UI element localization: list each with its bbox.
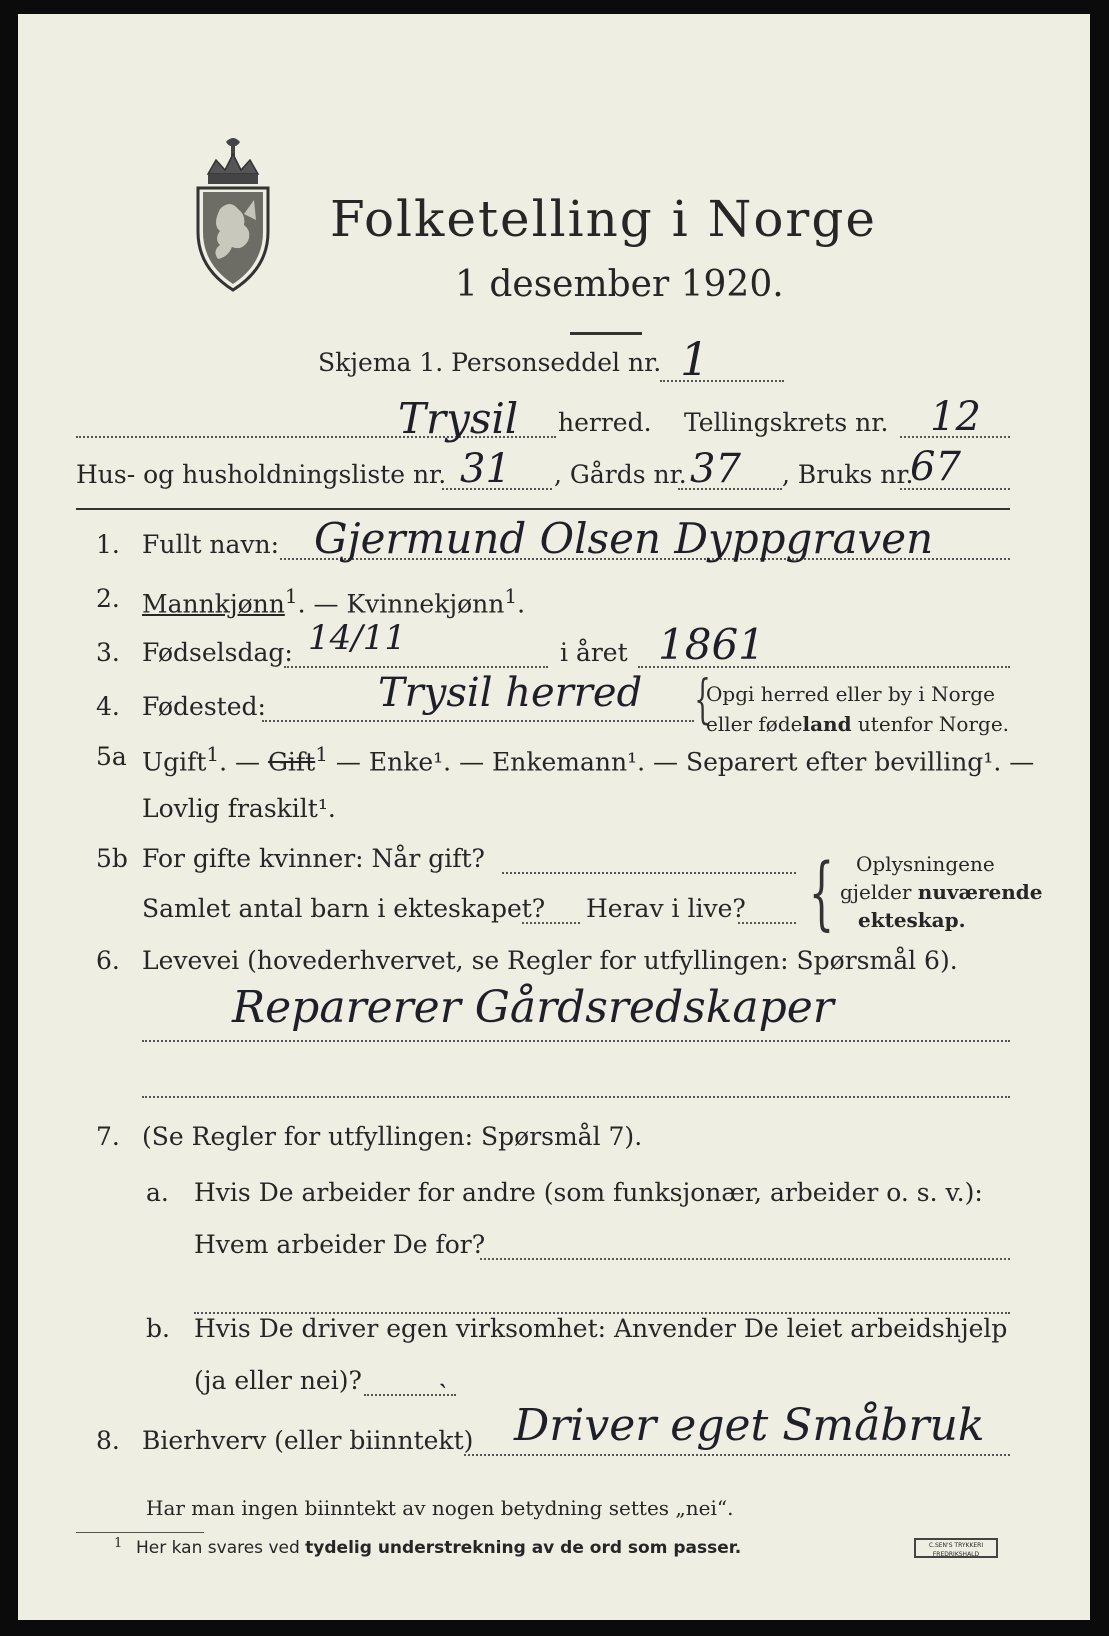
- male-option[interactable]: Mannkjønn: [142, 589, 285, 619]
- q5b-note2: [840, 880, 1043, 904]
- employer-line-1: [480, 1258, 1010, 1260]
- hired-help-line: [364, 1394, 456, 1396]
- q5a-options: Ugift$^1$. — Gift$^1$ — Enke¹. — Enkemann¹. — Separert efter bevilling¹. —: [142, 742, 1035, 777]
- footnote-text: [136, 1538, 741, 1558]
- husholdningsliste-value[interactable]: 31: [460, 446, 511, 492]
- ugift-footnote-mark: 1: [206, 742, 220, 766]
- q7-label: (Se Regler for utfyllingen: Spørsmål 7).: [142, 1122, 643, 1151]
- q3-label: Fødselsdag:: [142, 638, 293, 667]
- birthplace-value[interactable]: Trysil herred: [378, 670, 643, 716]
- side-income-value[interactable]: Driver eget Småbruk: [514, 1400, 985, 1451]
- q4-note-part-b: land: [802, 712, 852, 736]
- q4-number: 4.: [96, 692, 120, 721]
- tellingskrets-label: Tellingskrets nr.: [684, 408, 889, 437]
- birth-year-label: i året: [560, 638, 628, 667]
- birth-year-value[interactable]: 1861: [658, 620, 765, 669]
- tellingskrets-value[interactable]: 12: [930, 394, 981, 440]
- q5b-note2-part-a: gjelder: [840, 880, 918, 904]
- q5a-rest: — Enke¹. — Enkemann¹. — Separert efter bevilling¹. —: [335, 747, 1035, 777]
- q7-number: 7.: [96, 1122, 120, 1151]
- q5b-note1: Oplysningene: [856, 852, 995, 876]
- occupation-value[interactable]: Reparerer Gårdsredskaper: [232, 982, 834, 1033]
- q3-line: [284, 666, 548, 668]
- skjema-label: Skjema 1. Personseddel nr.: [318, 348, 662, 377]
- personseddel-line: [660, 380, 784, 382]
- q5b-number: 5b: [96, 844, 128, 873]
- gift-footnote-mark: 1: [315, 742, 328, 766]
- q4-brace: {: [694, 670, 711, 730]
- census-form-sheet: [18, 14, 1090, 1620]
- occupation-line-1: [142, 1040, 1010, 1042]
- female-option[interactable]: Kvinnekjønn: [346, 589, 505, 619]
- form-date: 1 desember 1920.: [455, 264, 784, 305]
- q1-label: Fullt navn:: [142, 530, 280, 559]
- q8-number: 8.: [96, 1426, 120, 1455]
- herred-value[interactable]: Trysil: [398, 394, 519, 443]
- q7b-label2: (ja eller nei)?: [194, 1366, 362, 1395]
- q5b-label-alive: Herav i live?: [586, 894, 746, 923]
- husholdningsliste-label: Hus- og husholdningsliste nr.: [76, 460, 447, 489]
- title-divider: [570, 332, 642, 335]
- q7b-label: Hvis De driver egen virksomhet: Anvender De leiet arbeidshjelp: [194, 1314, 1008, 1343]
- q8-label: Bierhverv (eller biinntekt): [142, 1426, 474, 1455]
- q4-note-line1: Opgi herred eller by i Norge: [706, 682, 995, 706]
- q7a-letter: a.: [146, 1178, 169, 1207]
- q4-label: Fødested:: [142, 692, 266, 721]
- occupation-line-2: [142, 1096, 1010, 1098]
- birth-date-value[interactable]: 14/11: [308, 618, 406, 658]
- header-divider: [76, 508, 1010, 510]
- q4-line: [262, 720, 694, 722]
- q4-note-line2: [706, 712, 1009, 736]
- q5b-label-married: For gifte kvinner: Når gift?: [142, 844, 485, 873]
- children-line: [522, 922, 580, 924]
- bruks-label: , Bruks nr.: [782, 460, 914, 489]
- q2-end: .: [517, 589, 526, 619]
- q6-label: Levevei (hovederhvervet, se Regler for utfyllingen: Spørsmål 6).: [142, 946, 958, 975]
- q5b-label-children: Samlet antal barn i ekteskapet?: [142, 894, 546, 923]
- q8-note: Har man ingen biinntekt av nogen betydning settes „nei“.: [146, 1496, 734, 1520]
- side-income-line: [464, 1454, 1010, 1456]
- alive-line: [738, 922, 796, 924]
- q5a-number: 5a: [96, 742, 127, 771]
- form-title: Folketelling i Norge: [330, 190, 877, 248]
- gards-value[interactable]: 37: [690, 446, 741, 492]
- q4-note-part-a: eller føde: [706, 712, 803, 736]
- q2-footnote-mark-1: 1: [284, 584, 298, 608]
- q2-gender: [142, 584, 525, 618]
- footnote-text-a: Her kan svares ved: [136, 1538, 306, 1558]
- printer-stamp: C.SEN'S TRYKKERI FREDRIKSHALD: [914, 1538, 998, 1558]
- q5b-note3: ekteskap.: [858, 908, 966, 932]
- q1-number: 1.: [96, 530, 120, 559]
- ugift-option[interactable]: Ugift: [142, 747, 207, 777]
- q7b-letter: b.: [146, 1314, 170, 1343]
- q4-note-part-c: utenfor Norge.: [851, 712, 1010, 736]
- full-name-value[interactable]: Gjermund Olsen Dyppgraven: [314, 514, 934, 563]
- q2-number: 2.: [96, 584, 120, 613]
- q7a-label2: Hvem arbeider De for?: [194, 1230, 486, 1259]
- personseddel-value[interactable]: 1: [680, 332, 710, 386]
- q5b-brace: {: [808, 846, 835, 939]
- q6-number: 6.: [96, 946, 120, 975]
- q2-footnote-mark-2: 1: [504, 584, 518, 608]
- gards-label: , Gårds nr.: [554, 460, 687, 489]
- norwegian-coat-of-arms-icon: [190, 134, 276, 296]
- hired-help-mark: ˎ: [438, 1356, 448, 1389]
- footnote-text-b: tydelig understrekning av de ord som passer.: [305, 1538, 742, 1558]
- when-married-line: [502, 872, 796, 874]
- bruks-value[interactable]: 67: [910, 444, 961, 490]
- footnote-divider: [76, 1532, 204, 1533]
- q7a-label: Hvis De arbeider for andre (som funksjonær, arbeider o. s. v.):: [194, 1178, 983, 1207]
- herred-label: herred.: [558, 408, 652, 437]
- footnote-mark: 1: [114, 1536, 123, 1551]
- q5a-line2: Lovlig fraskilt¹.: [142, 794, 336, 823]
- gift-option[interactable]: Gift: [267, 747, 316, 777]
- q5b-note2-part-b: nuværende: [917, 880, 1043, 904]
- q2-separator: . —: [297, 589, 347, 619]
- q3-number: 3.: [96, 638, 120, 667]
